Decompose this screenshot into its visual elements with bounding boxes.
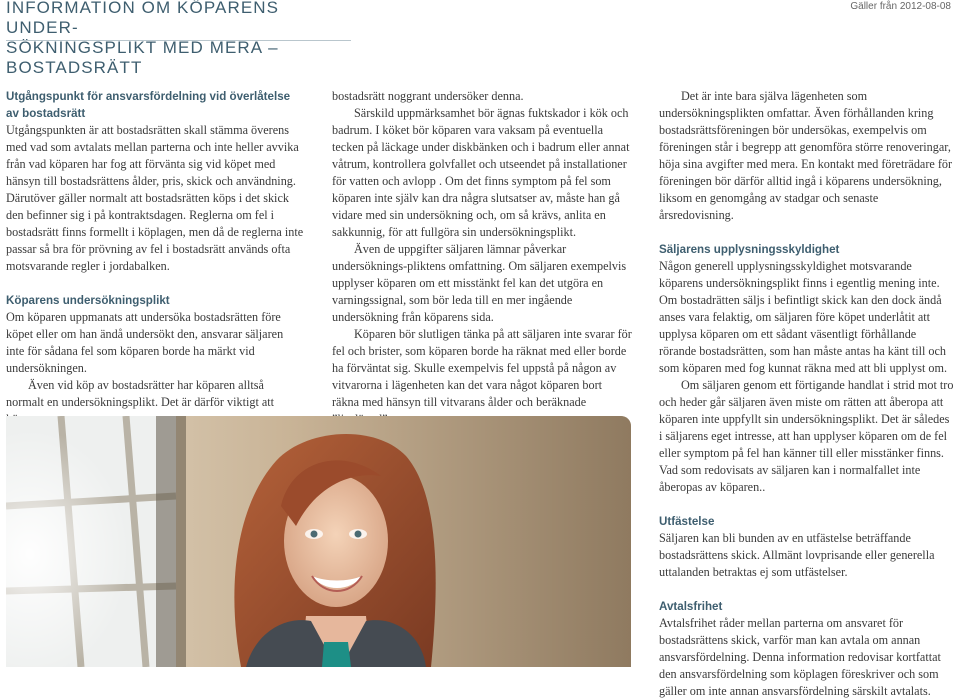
portrait-photo <box>6 416 631 667</box>
section-heading-responsibility <box>6 88 304 122</box>
section-heading-disclosure-duty: Säljarens upplysningsskyldighet <box>659 243 840 256</box>
paragraph: Köparen bör slutligen tänka på att säljaren inte svarar för fel och brister, som köparen borde ha räknat med eller borde ha förväntat sig. Skulle exempelvis fel uppstå på någon av vitvarorna i lägenheten kan det vara något köparen bort räkna med hänsyn till vitvarans ålder och beräknade <box>332 327 632 409</box>
title-divider <box>6 40 351 41</box>
text-column-2 <box>332 88 632 428</box>
paragraph: Någon generell upplysningsskyldighet motsvarande köparens undersökningsplikt finns i egentlig mening inte. Om bostadrätten säljs i befintligt skick kan den dock ändå anses vara felaktig, om säljaren före köpet underlåtit att upplysa köparen om ett sådant väsentligt förhållande rörande bostadsrätten, som han måste antas ha känt till och som köparen med fog kunnat räkna med att bli upplyst om. <box>659 259 948 375</box>
paragraph: Även vid köp av bostadsrätter har köparen alltså normalt en undersökningsplikt. Det är därför viktigt att <box>6 378 275 409</box>
page-title-line-2: SÖKNINGSPLIKT MED MERA – BOSTADSRÄTT <box>6 38 279 77</box>
heading-line-2: av bostadsrätt <box>6 107 86 120</box>
portrait-photo-illustration <box>6 416 631 667</box>
page-title <box>6 0 351 78</box>
section-heading-freedom-of-contract: Avtalsfrihet <box>659 600 723 613</box>
paragraph: Avtalsfrihet råder mellan parterna om ansvaret för bostadsrättens skick, varför man kan avtala om annan ansvarsfördelning. Denna information redovisar kortfattat den ansvarsfördelning som köplagen föreskriver och som gäller om inte annan ansvarsfördelning särskilt avtalats. <box>659 616 941 698</box>
validity-date: Gäller från 2012-08-08 <box>850 1 951 12</box>
text-column-3 <box>659 88 955 700</box>
heading-line-1: Utgångspunkt för ansvarsfördelning vid överlåtelse <box>6 90 291 103</box>
section-heading-undertaking: Utfästelse <box>659 515 715 528</box>
paragraph: Om säljaren genom ett förtigande handlat i strid mot tro och heder går säljaren även miste om rätten att åberopa att köparen inte uppfyllt sin undersökningsplikt. Det är således i säljarens eget intresse, att han upplyser köparen om de fel eller symptom på fel han känner till eller misstänker finns. Vad som redovisats av säljaren kan i normalfallet inte åberopas av köparen.. <box>659 378 954 494</box>
paragraph: Utgångspunkten är att bostadsrätten skall stämma överens med vad som avtalats mellan parterna och inte heller avvika från vad köparen har fog att förvänta sig vid köpet med hänsyn till bostadsrättens ålder, pris, skick och användning. Därutöver gäller normalt att bostadsrätten köps i det skick den befinner sig i på kontraktsdagen. Reglerna om fel i bostadsrätt finns formellt i köplagen, men då de reglerna inte passar så bra för prövning av fel i bostadsrätt används ofta motsvarande regler i jordabalken. <box>6 123 304 273</box>
page-title-line-1: INFORMATION OM KÖPARENS UNDER- <box>6 0 280 37</box>
paragraph: Särskild uppmärksamhet bör ägnas fuktskador i kök och badrum. I köket bör köparen vara vaksam på eventuella tecken på läckage under diskbänken och i badrum eller annat våtrum, kontrollera golvfallet och utseendet på installationer för vatten och avlopp . Om det finns symptom på fel som köparen inte själv kan dra några slutsatser av, måste han gå vidare med sin undersökning och, om så krävs, anlita en sakkunnig, för att fullgöra sin undersökningsplikt. <box>332 106 630 239</box>
paragraph: Säljaren kan bli bunden av en utfästelse beträffande bostadsrättens skick. Allmänt lovprisande eller generella uttalanden betraktas ej som utfästelser. <box>659 531 935 579</box>
paragraph: Om köparen uppmanats att undersöka bostadsrätten före köpet eller om han ändå undersökt den, ansvarar säljaren inte för sådana fel som köparen borde ha märkt vid undersökningen. <box>6 310 284 375</box>
text-column-1 <box>6 88 304 428</box>
section-heading-inspection-duty: Köparens undersökningsplikt <box>6 294 170 307</box>
paragraph: bostadsrätt noggrant undersöker denna. <box>332 89 524 103</box>
paragraph: Det är inte bara själva lägenheten som undersökningsplikten omfattar. Även förhållanden kring bostadsrättsföreningen bör undersökas, exempelvis om föreningen står i begrepp att genomföra större renoveringar, höja sina avgifter med mera. En kontakt med företrädare för föreningen bör därför alltid ingå i köparens undersökning, liksom en genomgång av stadgar och senaste årsredovisning. <box>659 89 953 222</box>
paragraph: Även de uppgifter säljaren lämnar påverkar undersöknings-pliktens omfattning. Om säljaren exempelvis upplyser köparen om ett misstänkt fel kan det utgöra en varningssignal, som bör leda till en mer ingående undersökning från köparens sida. <box>332 242 627 324</box>
